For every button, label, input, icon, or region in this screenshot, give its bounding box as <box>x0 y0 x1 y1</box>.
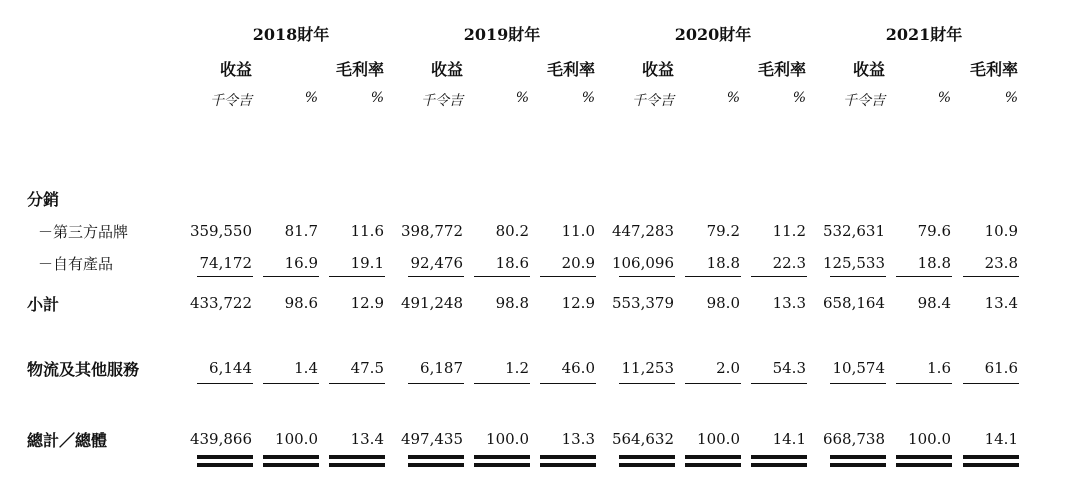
total-double-rule-bottom <box>263 463 319 467</box>
unit-margin: % <box>792 90 806 106</box>
unit-pct: % <box>937 90 951 106</box>
cell-third-party: 447,283 <box>611 222 674 240</box>
row-label-subtotal: 小計 <box>27 295 60 314</box>
cell-subtotal: 98.8 <box>495 294 529 312</box>
cell-total: 439,866 <box>189 430 252 448</box>
subtotal-rule <box>619 276 675 277</box>
total-double-rule-top <box>963 455 1019 459</box>
total-double-rule-bottom <box>830 463 886 467</box>
logistics-rule <box>619 383 675 384</box>
cell-own-brand: 19.1 <box>350 254 384 272</box>
subtotal-rule <box>896 276 952 277</box>
total-double-rule-bottom <box>474 463 530 467</box>
logistics-rule <box>540 383 596 384</box>
total-double-rule-top <box>540 455 596 459</box>
cell-total: 100.0 <box>275 430 318 448</box>
cell-total: 100.0 <box>697 430 740 448</box>
total-double-rule-top <box>197 455 253 459</box>
cell-subtotal: 98.4 <box>917 294 951 312</box>
cell-total: 14.1 <box>772 430 806 448</box>
unit-revenue: 千令吉 <box>632 93 674 109</box>
subtotal-rule <box>830 276 886 277</box>
cell-third-party: 79.2 <box>706 222 740 240</box>
cell-subtotal: 13.3 <box>772 294 806 312</box>
logistics-rule <box>329 383 385 384</box>
col-header-revenue: 收益 <box>852 60 885 79</box>
cell-total: 100.0 <box>908 430 951 448</box>
cell-third-party: 79.6 <box>917 222 951 240</box>
total-double-rule-bottom <box>197 463 253 467</box>
cell-subtotal: 491,248 <box>400 294 463 312</box>
logistics-rule <box>896 383 952 384</box>
subtotal-rule <box>329 276 385 277</box>
cell-subtotal: 98.0 <box>706 294 740 312</box>
cell-third-party: 359,550 <box>189 222 252 240</box>
unit-pct: % <box>515 90 529 106</box>
year-header: 2020財年 <box>674 25 752 44</box>
row-label-logistics: 物流及其他服務 <box>27 360 140 379</box>
unit-revenue: 千令吉 <box>421 93 463 109</box>
logistics-rule <box>474 383 530 384</box>
unit-margin: % <box>581 90 595 106</box>
col-header-revenue: 收益 <box>641 60 674 79</box>
unit-revenue: 千令吉 <box>210 93 252 109</box>
total-double-rule-top <box>408 455 464 459</box>
col-header-revenue: 收益 <box>219 60 252 79</box>
unit-revenue: 千令吉 <box>843 93 885 109</box>
cell-logistics: 46.0 <box>561 359 595 377</box>
cell-logistics: 6,187 <box>420 359 463 377</box>
total-double-rule-bottom <box>751 463 807 467</box>
logistics-rule <box>408 383 464 384</box>
year-header: 2018財年 <box>252 25 330 44</box>
col-header-revenue: 收益 <box>430 60 463 79</box>
subtotal-rule <box>685 276 741 277</box>
cell-third-party: 11.6 <box>350 222 384 240</box>
cell-logistics: 54.3 <box>772 359 806 377</box>
cell-third-party: 10.9 <box>984 222 1018 240</box>
total-double-rule-top <box>619 455 675 459</box>
cell-logistics: 61.6 <box>984 359 1018 377</box>
cell-third-party: 81.7 <box>284 222 318 240</box>
total-double-rule-bottom <box>685 463 741 467</box>
cell-total: 13.4 <box>350 430 384 448</box>
total-double-rule-bottom <box>329 463 385 467</box>
cell-own-brand: 22.3 <box>772 254 806 272</box>
unit-margin: % <box>370 90 384 106</box>
total-double-rule-bottom <box>619 463 675 467</box>
cell-logistics: 11,253 <box>621 359 674 377</box>
subtotal-rule <box>263 276 319 277</box>
logistics-rule <box>263 383 319 384</box>
col-header-gross-margin: 毛利率 <box>757 60 806 79</box>
cell-own-brand: 125,533 <box>822 254 885 272</box>
subtotal-rule <box>474 276 530 277</box>
cell-own-brand: 16.9 <box>284 254 318 272</box>
logistics-rule <box>963 383 1019 384</box>
cell-logistics: 2.0 <box>716 359 740 377</box>
subtotal-rule <box>963 276 1019 277</box>
cell-own-brand: 20.9 <box>561 254 595 272</box>
total-double-rule-bottom <box>540 463 596 467</box>
subtotal-rule <box>540 276 596 277</box>
subtotal-rule <box>751 276 807 277</box>
cell-own-brand: 23.8 <box>984 254 1018 272</box>
total-double-rule-bottom <box>408 463 464 467</box>
total-double-rule-top <box>896 455 952 459</box>
cell-logistics: 47.5 <box>350 359 384 377</box>
cell-total: 668,738 <box>822 430 885 448</box>
cell-own-brand: 74,172 <box>199 254 252 272</box>
subtotal-rule <box>408 276 464 277</box>
cell-total: 497,435 <box>400 430 463 448</box>
row-label-distribution: 分銷 <box>27 190 60 209</box>
total-double-rule-top <box>830 455 886 459</box>
cell-subtotal: 433,722 <box>189 294 252 312</box>
cell-third-party: 11.2 <box>772 222 806 240</box>
cell-logistics: 10,574 <box>832 359 885 377</box>
row-label-own-brand: －自有產品 <box>38 255 114 273</box>
total-double-rule-top <box>474 455 530 459</box>
unit-pct: % <box>726 90 740 106</box>
total-double-rule-bottom <box>963 463 1019 467</box>
cell-own-brand: 92,476 <box>410 254 463 272</box>
unit-pct: % <box>304 90 318 106</box>
total-double-rule-top <box>329 455 385 459</box>
cell-subtotal: 98.6 <box>284 294 318 312</box>
cell-own-brand: 106,096 <box>611 254 674 272</box>
cell-own-brand: 18.6 <box>495 254 529 272</box>
cell-total: 564,632 <box>611 430 674 448</box>
subtotal-rule <box>197 276 253 277</box>
total-double-rule-top <box>685 455 741 459</box>
unit-margin: % <box>1004 90 1018 106</box>
cell-logistics: 1.2 <box>505 359 529 377</box>
cell-third-party: 532,631 <box>822 222 885 240</box>
logistics-rule <box>197 383 253 384</box>
cell-total: 13.3 <box>561 430 595 448</box>
cell-own-brand: 18.8 <box>917 254 951 272</box>
cell-third-party: 80.2 <box>495 222 529 240</box>
cell-total: 100.0 <box>486 430 529 448</box>
year-header: 2019財年 <box>463 25 541 44</box>
total-double-rule-top <box>751 455 807 459</box>
cell-total: 14.1 <box>984 430 1018 448</box>
cell-subtotal: 658,164 <box>822 294 885 312</box>
cell-logistics: 1.4 <box>294 359 318 377</box>
col-header-gross-margin: 毛利率 <box>969 60 1018 79</box>
cell-own-brand: 18.8 <box>706 254 740 272</box>
cell-subtotal: 12.9 <box>561 294 595 312</box>
year-header: 2021財年 <box>885 25 963 44</box>
row-label-third-party: －第三方品牌 <box>38 223 129 241</box>
col-header-gross-margin: 毛利率 <box>546 60 595 79</box>
logistics-rule <box>685 383 741 384</box>
col-header-gross-margin: 毛利率 <box>335 60 384 79</box>
cell-logistics: 1.6 <box>927 359 951 377</box>
cell-logistics: 6,144 <box>209 359 252 377</box>
logistics-rule <box>830 383 886 384</box>
row-label-total: 總計／總體 <box>27 431 108 450</box>
cell-third-party: 398,772 <box>400 222 463 240</box>
total-double-rule-top <box>263 455 319 459</box>
cell-subtotal: 12.9 <box>350 294 384 312</box>
cell-subtotal: 13.4 <box>984 294 1018 312</box>
cell-subtotal: 553,379 <box>611 294 674 312</box>
cell-third-party: 11.0 <box>561 222 595 240</box>
total-double-rule-bottom <box>896 463 952 467</box>
logistics-rule <box>751 383 807 384</box>
